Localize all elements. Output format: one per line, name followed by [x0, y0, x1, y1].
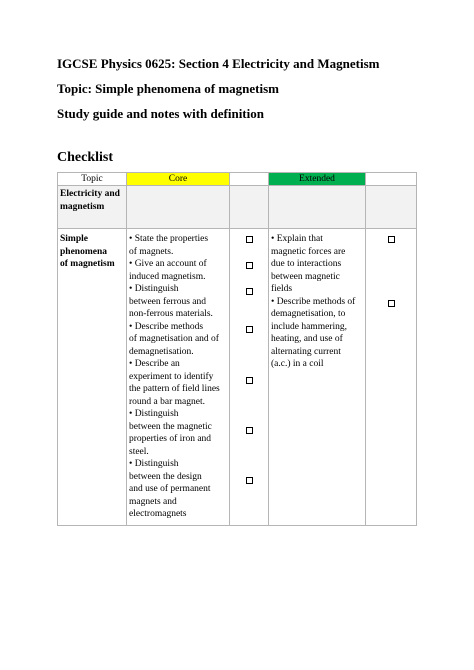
core-column-header: Core: [127, 173, 230, 186]
extended-checkbox-1[interactable]: [388, 236, 395, 243]
objective-line: • Explain that: [271, 234, 323, 244]
core-checkbox-5[interactable]: [246, 377, 253, 384]
row-topic: [58, 229, 127, 526]
section-core-cell: [127, 186, 230, 229]
objective-line: the pattern of field lines: [129, 384, 220, 394]
objective-line: between ferrous and: [129, 296, 207, 307]
objective-line: of magnetisation and of: [129, 334, 219, 344]
objective-line: • Distinguish: [129, 409, 179, 419]
objective-line: include hammering,: [271, 321, 347, 332]
objective-line: non-ferrous materials.: [129, 309, 213, 319]
core-checkbox-1[interactable]: [246, 236, 253, 243]
objective-line: fields: [271, 284, 293, 294]
table-row: [58, 229, 417, 526]
objective-line: properties of iron and: [129, 434, 212, 444]
objective-line: • Give an account of: [129, 259, 207, 269]
core-checkboxes: [230, 229, 269, 526]
objective-line: between magnetic: [271, 271, 340, 282]
core-checkbox-4[interactable]: [246, 326, 253, 333]
core-checkbox-7[interactable]: [246, 477, 253, 484]
section-extended-check-cell: [366, 186, 417, 229]
extended-objectives: [269, 229, 366, 526]
objective-line: • State the properties: [129, 234, 209, 244]
objective-line: due to interactions: [271, 259, 342, 269]
objective-line: • Describe methods of: [271, 296, 356, 307]
table-header-row: [58, 173, 417, 186]
extended-column-header: Extended: [269, 173, 366, 186]
objective-line: experiment to identify: [129, 371, 214, 382]
core-check-column-header: [230, 173, 269, 186]
objective-line: heating, and use of: [271, 334, 343, 344]
objective-line: • Distinguish: [129, 284, 179, 294]
objective-line: steel.: [129, 446, 149, 457]
topic-column-header: Topic: [58, 173, 127, 186]
core-checkbox-3[interactable]: [246, 288, 253, 295]
objective-line: and use of permanent: [129, 484, 211, 494]
section-label-line: Electricity and: [60, 189, 120, 199]
section-core-check-cell: [230, 186, 269, 229]
objective-line: alternating current: [271, 346, 341, 357]
document-title: IGCSE Physics 0625: Section 4 Electricity and Magnetism: [57, 56, 380, 71]
objective-line: of magnets.: [129, 246, 174, 257]
extended-check-column-header: [366, 173, 417, 186]
core-objectives: [127, 229, 230, 526]
checklist-table: [57, 172, 417, 526]
row-topic-line: Simple: [60, 234, 88, 244]
core-objectives-text: [129, 233, 227, 521]
objective-line: magnets and: [129, 496, 177, 507]
objective-line: demagnetisation, to: [271, 309, 346, 319]
topic-heading: Topic: Simple phenomena of magnetism: [57, 81, 279, 96]
objective-line: between the magnetic: [129, 421, 212, 432]
extended-checkbox-2[interactable]: [388, 300, 395, 307]
row-topic-line: phenomena: [60, 246, 107, 257]
section-label-line: magnetism: [60, 201, 105, 212]
objective-line: • Describe an: [129, 359, 180, 369]
section-label: [58, 186, 127, 229]
objective-line: between the design: [129, 471, 202, 482]
objective-line: round a bar magnet.: [129, 396, 205, 407]
checklist-title: Checklist: [57, 150, 113, 165]
extended-objectives-text: [271, 233, 363, 371]
subtitle-heading: Study guide and notes with definition: [57, 106, 264, 121]
objective-line: electromagnets: [129, 509, 187, 519]
section-row: [58, 186, 417, 229]
objective-line: • Describe methods: [129, 321, 204, 332]
objective-line: demagnetisation.: [129, 346, 194, 357]
row-topic-line: of magnetism: [60, 259, 115, 269]
objective-line: induced magnetism.: [129, 271, 206, 282]
core-checkbox-6[interactable]: [246, 427, 253, 434]
extended-checkboxes: [366, 229, 417, 526]
objective-line: magnetic forces are: [271, 246, 346, 257]
objective-line: (a.c.) in a coil: [271, 359, 324, 369]
core-checkbox-2[interactable]: [246, 262, 253, 269]
section-extended-cell: [269, 186, 366, 229]
objective-line: • Distinguish: [129, 459, 179, 469]
